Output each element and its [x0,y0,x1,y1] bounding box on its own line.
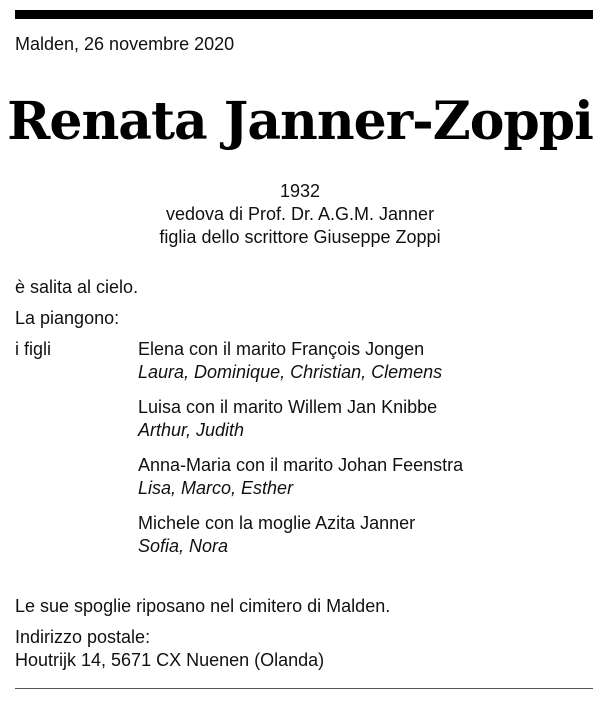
deceased-info [0,180,600,249]
grandchildren: Arthur, Judith [138,420,245,440]
child-entry [138,338,588,384]
announcement: è salita al cielo. [15,277,139,297]
child-with-spouse: Elena con il marito François Jongen [138,339,425,359]
birth-year: 1932 [279,181,321,201]
children-list [138,338,588,570]
grandchildren: Sofia, Nora [138,536,229,556]
child-entry [138,396,588,442]
top-rule [15,10,593,19]
burial-note: Le sue spoglie riposano nel cimitero di Malden. [15,596,391,616]
place-date: Malden, 26 novembre 2020 [15,34,235,54]
child-with-spouse: Luisa con il marito Willem Jan Knibbe [138,397,438,417]
child-with-spouse: Michele con la moglie Azita Janner [138,513,416,533]
child-with-spouse: Anna-Maria con il marito Johan Feenstra [138,455,464,475]
daughter-of: figlia dello scrittore Giuseppe Zoppi [159,227,441,247]
child-entry [138,454,588,500]
child-entry [138,512,588,558]
grandchildren: Lisa, Marco, Esther [138,478,294,498]
postal-address: Houtrijk 14, 5671 CX Nuenen (Olanda) [15,650,325,670]
address-label: Indirizzo postale: [15,627,151,647]
mourners-intro: La piangono: [15,308,120,328]
children-label: i figli [15,339,52,359]
deceased-name: Renata Janner-Zoppi [7,91,593,152]
widow-of: vedova di Prof. Dr. A.G.M. Janner [165,204,435,224]
bottom-rule [15,688,593,689]
grandchildren: Laura, Dominique, Christian, Clemens [138,362,443,382]
